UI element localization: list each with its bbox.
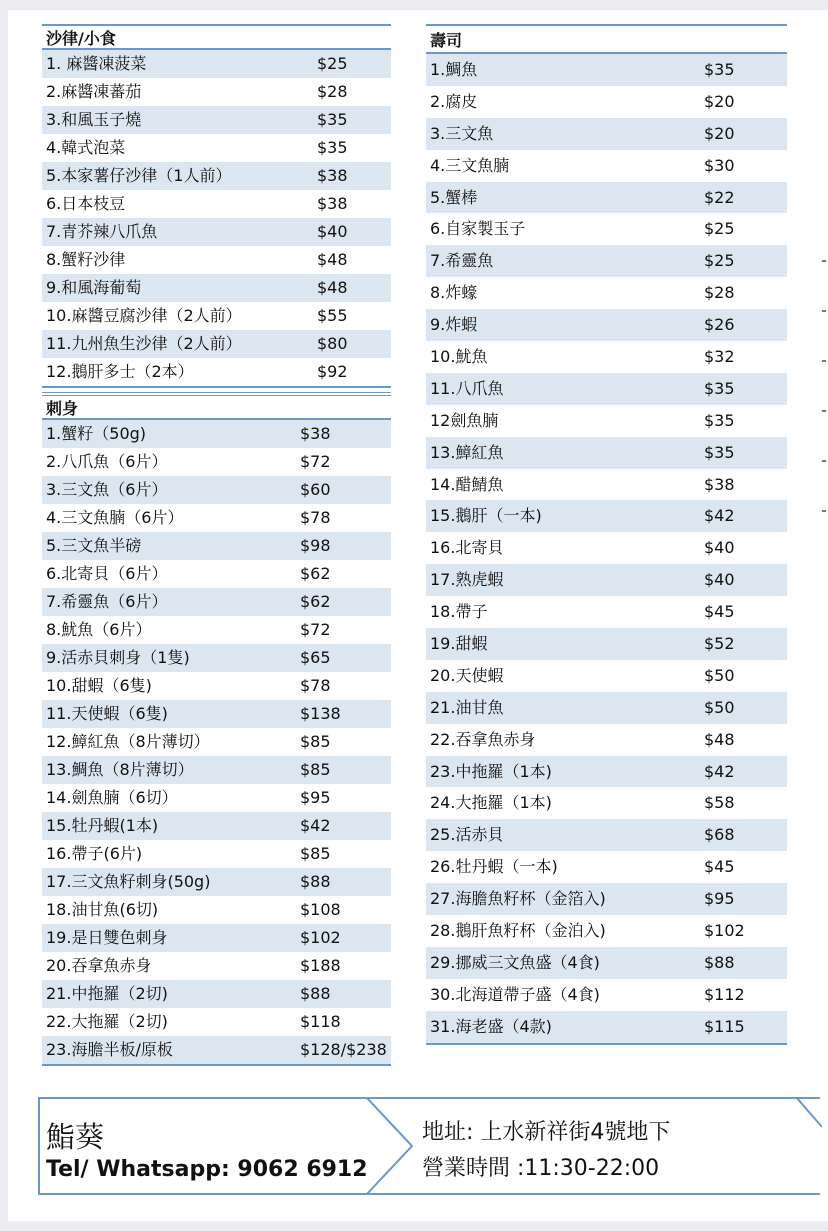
menu-item-row <box>42 330 391 358</box>
menu-item-price: $115 <box>704 1016 745 1036</box>
menu-item-row <box>426 500 787 532</box>
menu-item-name: 15.鵝肝（一本) <box>430 506 542 526</box>
menu-item-name: 9.和風海葡萄 <box>46 278 142 297</box>
menu-item-name: 5.蟹棒 <box>430 187 478 207</box>
menu-item-price: $102 <box>704 921 745 941</box>
menu-item-name: 7.希靈魚 <box>430 251 494 271</box>
menu-item-price: $45 <box>704 602 735 622</box>
menu-item-price: $38 <box>317 166 348 185</box>
menu-item-name: 19.甜蝦 <box>430 634 488 654</box>
menu-item-price: $118 <box>300 1012 341 1031</box>
menu-item-price: $62 <box>300 564 331 583</box>
menu-item-name: 22.大拖羅（2切) <box>46 1012 168 1031</box>
menu-item-row <box>42 868 391 896</box>
menu-item-price: $48 <box>317 250 348 269</box>
menu-item-price: $78 <box>300 508 331 527</box>
menu-item-row <box>42 700 391 728</box>
menu-item-name: 2.麻醬凍蕃茄 <box>46 82 142 101</box>
menu-item-name: 4.韓式泡菜 <box>46 138 126 157</box>
menu-item-row <box>426 277 787 309</box>
salad-section-title: 沙律/小食 <box>42 24 391 50</box>
menu-item-name: 26.牡丹蝦（一本) <box>430 857 558 877</box>
menu-item-price: $85 <box>300 732 331 751</box>
menu-item-row <box>426 373 787 405</box>
menu-item-row <box>426 628 787 660</box>
menu-item-row <box>426 341 787 373</box>
menu-item-name: 17.三文魚籽刺身(50g) <box>46 872 211 891</box>
menu-item-name: 10.麻醬豆腐沙律（2人前） <box>46 306 242 325</box>
menu-item-name: 18.帶子 <box>430 602 488 622</box>
menu-item-row <box>426 532 787 564</box>
menu-item-name: 2.腐皮 <box>430 91 478 111</box>
sushi-section-title: 壽司 <box>426 24 787 54</box>
menu-item-name: 3.三文魚（6片） <box>46 480 168 499</box>
menu-item-price: $85 <box>300 760 331 779</box>
table-divider <box>42 1064 391 1066</box>
menu-item-name: 13.鯛魚（8片薄切） <box>46 760 194 779</box>
menu-item-name: 1. 麻醬凍菠菜 <box>46 54 147 73</box>
sushi-rows <box>426 54 787 1043</box>
menu-item-row <box>426 947 787 979</box>
menu-item-price: $22 <box>704 187 735 207</box>
menu-item-price: $30 <box>704 155 735 175</box>
menu-item-price: $42 <box>300 816 331 835</box>
sashimi-rows <box>42 420 391 1064</box>
menu-item-name: 1.蟹籽（50g) <box>46 424 147 443</box>
sushi-menu-table <box>426 24 787 1045</box>
menu-item-price: $72 <box>300 452 331 471</box>
menu-item-row <box>42 560 391 588</box>
menu-item-row <box>426 596 787 628</box>
menu-item-row <box>42 218 391 246</box>
menu-item-name: 8.炸蠔 <box>430 283 478 303</box>
menu-item-row <box>426 819 787 851</box>
menu-item-name: 23.中拖羅（1本) <box>430 761 552 781</box>
menu-item-price: $25 <box>704 219 735 239</box>
menu-item-name: 3.三文魚 <box>430 123 494 143</box>
menu-item-row <box>42 358 391 386</box>
menu-item-price: $95 <box>704 889 735 909</box>
menu-item-row <box>42 50 391 78</box>
menu-item-price: $50 <box>704 665 735 685</box>
menu-item-price: $138 <box>300 704 341 723</box>
menu-item-row <box>426 564 787 596</box>
menu-item-row <box>426 756 787 788</box>
menu-item-row <box>42 274 391 302</box>
menu-item-row <box>426 213 787 245</box>
menu-item-row <box>42 448 391 476</box>
menu-item-price: $32 <box>704 347 735 367</box>
menu-item-price: $35 <box>317 110 348 129</box>
menu-item-price: $42 <box>704 761 735 781</box>
menu-item-row <box>426 150 787 182</box>
menu-item-name: 8.蟹籽沙律 <box>46 250 126 269</box>
menu-item-row <box>42 616 391 644</box>
menu-item-row <box>42 952 391 980</box>
menu-item-row <box>42 532 391 560</box>
menu-item-price: $40 <box>317 222 348 241</box>
menu-item-row <box>426 437 787 469</box>
menu-item-name: 6.日本枝豆 <box>46 194 126 213</box>
menu-item-price: $35 <box>704 60 735 79</box>
menu-item-row <box>42 588 391 616</box>
menu-item-price: $45 <box>704 857 735 877</box>
menu-item-price: $38 <box>300 424 331 443</box>
menu-item-row <box>426 724 787 756</box>
menu-item-row <box>42 756 391 784</box>
menu-item-name: 11.八爪魚 <box>430 378 504 398</box>
menu-item-name: 19.是日雙色刺身 <box>46 928 168 947</box>
menu-item-row <box>42 134 391 162</box>
menu-item-name: 23.海膽半板/原板 <box>46 1040 173 1059</box>
menu-item-name: 7.青芥辣八爪魚 <box>46 222 158 241</box>
menu-item-price: $72 <box>300 620 331 639</box>
menu-item-row <box>42 672 391 700</box>
menu-item-name: 24.大拖羅（1本) <box>430 793 552 813</box>
menu-item-name: 11.天使蝦（6隻) <box>46 704 168 723</box>
menu-item-name: 25.活赤貝 <box>430 825 504 845</box>
menu-item-price: $98 <box>300 536 331 555</box>
menu-item-row <box>426 309 787 341</box>
menu-item-row <box>426 245 787 277</box>
menu-item-name: 30.北海道帶子盛（4食) <box>430 984 600 1004</box>
menu-item-row <box>42 896 391 924</box>
menu-item-price: $112 <box>704 984 745 1004</box>
menu-item-price: $40 <box>704 570 735 590</box>
menu-item-name: 17.熟虎蝦 <box>430 570 504 590</box>
menu-item-row <box>42 106 391 134</box>
menu-item-price: $65 <box>300 648 331 667</box>
page-edge-marks <box>822 260 828 560</box>
menu-item-row <box>426 182 787 214</box>
menu-item-price: $20 <box>704 123 735 143</box>
menu-item-price: $62 <box>300 592 331 611</box>
menu-item-name: 10.甜蝦（6隻) <box>46 676 152 695</box>
menu-item-row <box>42 504 391 532</box>
menu-item-name: 28.鵝肝魚籽杯（金泊入) <box>430 921 606 941</box>
menu-item-price: $40 <box>704 538 735 558</box>
menu-item-price: $80 <box>317 334 348 353</box>
menu-item-name: 6.自家製玉子 <box>430 219 526 239</box>
menu-item-row <box>426 915 787 947</box>
menu-item-price: $35 <box>704 442 735 462</box>
menu-item-price: $88 <box>704 952 735 972</box>
menu-item-name: 5.本家薯仔沙律（1人前） <box>46 166 232 185</box>
menu-item-name: 13.鱆紅魚 <box>430 442 504 462</box>
menu-item-name: 12劍魚腩 <box>430 410 499 430</box>
menu-item-row <box>426 883 787 915</box>
menu-item-price: $102 <box>300 928 341 947</box>
menu-item-row <box>42 840 391 868</box>
table-divider <box>426 1043 787 1045</box>
menu-item-name: 12.鵝肝多士（2本） <box>46 362 194 381</box>
menu-item-name: 2.八爪魚（6片） <box>46 452 168 471</box>
menu-item-price: $38 <box>704 474 735 494</box>
menu-item-name: 16.帶子(6片) <box>46 844 143 863</box>
menu-item-price: $85 <box>300 844 331 863</box>
menu-item-row <box>42 644 391 672</box>
menu-item-row <box>426 1011 787 1043</box>
menu-item-name: 4.三文魚腩 <box>430 155 510 175</box>
menu-item-row <box>42 924 391 952</box>
menu-item-price: $88 <box>300 984 331 1003</box>
menu-item-row <box>426 692 787 724</box>
menu-item-price: $38 <box>317 194 348 213</box>
menu-item-row <box>426 787 787 819</box>
menu-item-row <box>42 162 391 190</box>
menu-item-price: $25 <box>317 54 348 73</box>
menu-item-price: $128/$238 <box>300 1040 387 1059</box>
menu-item-price: $52 <box>704 634 735 654</box>
menu-item-price: $20 <box>704 91 735 111</box>
menu-item-row <box>426 469 787 501</box>
menu-item-price: $48 <box>704 729 735 749</box>
menu-item-name: 4.三文魚腩（6片） <box>46 508 184 527</box>
menu-item-name: 27.海膽魚籽杯（金箔入) <box>430 889 606 909</box>
menu-item-price: $78 <box>300 676 331 695</box>
menu-item-name: 8.魷魚（6片） <box>46 620 152 639</box>
menu-item-price: $50 <box>704 697 735 717</box>
menu-item-name: 20.天使蝦 <box>430 665 504 685</box>
menu-item-row <box>426 979 787 1011</box>
menu-item-price: $35 <box>704 378 735 398</box>
menu-item-price: $42 <box>704 506 735 526</box>
menu-item-name: 14.醋鯖魚 <box>430 474 504 494</box>
menu-item-price: $88 <box>300 872 331 891</box>
menu-item-row <box>42 1036 391 1064</box>
menu-item-price: $108 <box>300 900 341 919</box>
table-divider <box>42 386 391 388</box>
menu-item-name: 16.北寄貝 <box>430 538 504 558</box>
shop-hours: 營業時間 :11:30-22:00 <box>422 1156 660 1181</box>
menu-item-name: 5.三文魚半磅 <box>46 536 142 555</box>
menu-item-name: 14.劍魚腩（6切） <box>46 788 178 807</box>
menu-item-name: 7.希靈魚（6片） <box>46 592 168 611</box>
menu-item-price: $92 <box>317 362 348 381</box>
salad-menu-table <box>42 24 391 388</box>
menu-item-row <box>426 660 787 692</box>
menu-item-price: $68 <box>704 825 735 845</box>
menu-item-row <box>426 54 787 86</box>
menu-item-price: $35 <box>704 410 735 430</box>
menu-item-price: $55 <box>317 306 348 325</box>
menu-item-row <box>42 728 391 756</box>
menu-item-name: 18.油甘魚(6切) <box>46 900 159 919</box>
menu-item-name: 31.海老盛（4款) <box>430 1016 552 1036</box>
shop-info-banner <box>38 1097 820 1195</box>
menu-item-name: 21.中拖羅（2切) <box>46 984 168 1003</box>
menu-item-row <box>42 190 391 218</box>
menu-item-row <box>426 405 787 437</box>
menu-item-price: $60 <box>300 480 331 499</box>
menu-item-name: 6.北寄貝（6片） <box>46 564 168 583</box>
menu-item-row <box>42 476 391 504</box>
menu-item-row <box>42 784 391 812</box>
menu-item-name: 10.魷魚 <box>430 347 488 367</box>
menu-item-row <box>42 78 391 106</box>
menu-item-price: $48 <box>317 278 348 297</box>
shop-phone: Tel/ Whatsapp: 9062 6912 <box>46 1157 368 1182</box>
shop-address: 地址: 上水新祥街4號地下 <box>422 1120 671 1145</box>
menu-item-price: $28 <box>704 283 735 303</box>
menu-item-row <box>426 118 787 150</box>
menu-item-price: $58 <box>704 793 735 813</box>
menu-item-name: 9.活赤貝刺身（1隻) <box>46 648 190 667</box>
menu-item-price: $188 <box>300 956 341 975</box>
menu-item-name: 29.挪威三文魚盛（4食) <box>430 952 600 972</box>
menu-item-name: 12.鱆紅魚（8片薄切） <box>46 732 210 751</box>
salad-rows <box>42 50 391 386</box>
menu-item-row <box>42 420 391 448</box>
menu-item-price: $26 <box>704 315 735 335</box>
menu-item-row <box>426 851 787 883</box>
menu-item-name: 21.油甘魚 <box>430 697 504 717</box>
menu-item-name: 3.和風玉子燒 <box>46 110 142 129</box>
menu-item-name: 9.炸蝦 <box>430 315 478 335</box>
menu-item-row <box>42 302 391 330</box>
menu-item-price: $25 <box>704 251 735 271</box>
sashimi-menu-table <box>42 392 391 1066</box>
menu-item-row <box>42 246 391 274</box>
menu-item-name: 15.牡丹蝦(1本) <box>46 816 159 835</box>
menu-item-row <box>42 1008 391 1036</box>
menu-item-name: 20.吞拿魚赤身 <box>46 956 152 975</box>
menu-item-row <box>426 86 787 118</box>
shop-name: 鮨葵 <box>46 1120 105 1154</box>
menu-item-price: $95 <box>300 788 331 807</box>
menu-item-name: 11.九州魚生沙律（2人前） <box>46 334 242 353</box>
menu-item-row <box>42 812 391 840</box>
menu-item-price: $28 <box>317 82 348 101</box>
menu-item-price: $35 <box>317 138 348 157</box>
menu-item-row <box>42 980 391 1008</box>
menu-item-name: 1.鯛魚 <box>430 60 478 79</box>
sashimi-section-title: 刺身 <box>42 392 391 420</box>
menu-item-name: 22.吞拿魚赤身 <box>430 729 536 749</box>
